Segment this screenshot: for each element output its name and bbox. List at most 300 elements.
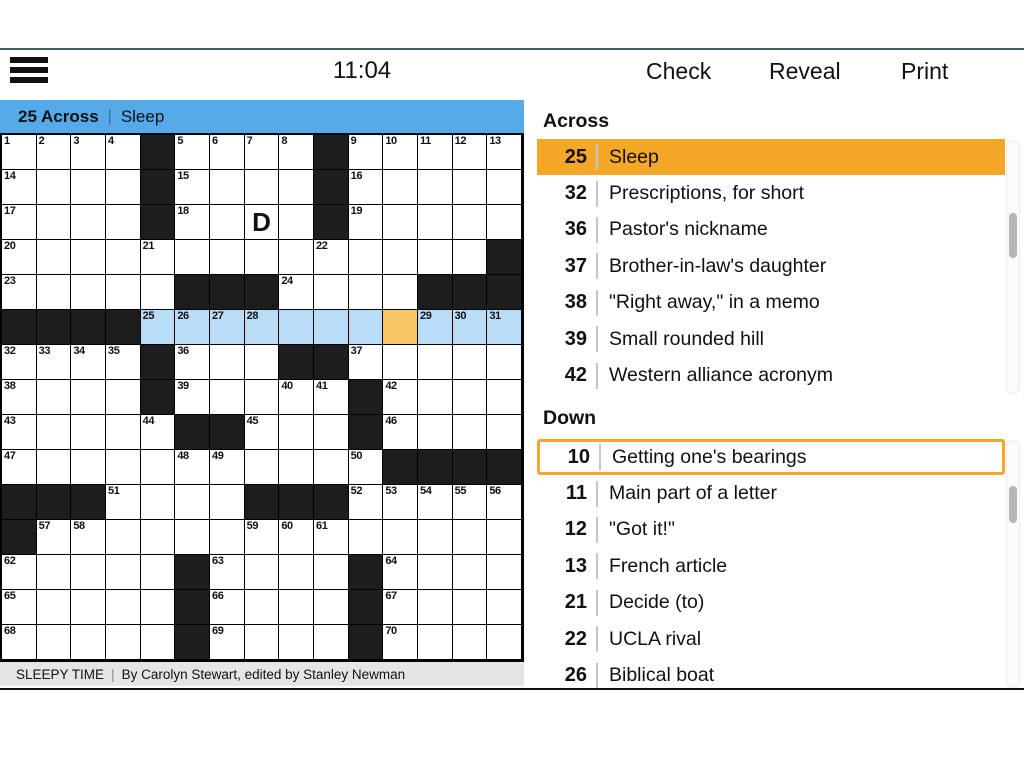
grid-cell-black xyxy=(141,205,176,240)
grid-cell-r10c5[interactable] xyxy=(141,450,176,485)
grid-cell-r12c3[interactable] xyxy=(71,520,106,555)
grid-cell-r9c14[interactable] xyxy=(453,415,488,450)
grid-cell-r5c4[interactable] xyxy=(106,275,141,310)
clue-down-13[interactable] xyxy=(537,548,1005,584)
grid-cell-r15c12[interactable] xyxy=(383,625,418,660)
grid-cell-r13c13[interactable] xyxy=(418,555,453,590)
menu-icon-bar xyxy=(10,67,48,73)
clue-text: "Got it!" xyxy=(609,518,675,541)
grid-cell-r7c7[interactable] xyxy=(210,345,245,380)
grid-cell-r13c4[interactable] xyxy=(106,555,141,590)
cell-number: 45 xyxy=(246,415,259,427)
grid-cell-r8c9[interactable] xyxy=(279,380,314,415)
grid-cell-black xyxy=(279,345,314,380)
cell-number: 7 xyxy=(246,135,253,147)
print-button[interactable]: Print xyxy=(901,58,949,84)
grid-cell-r2c11[interactable] xyxy=(349,170,384,205)
clue-down-11[interactable] xyxy=(537,475,1005,511)
clue-text: Western alliance acronym xyxy=(609,364,833,387)
grid-cell-r7c14[interactable] xyxy=(453,345,488,380)
cell-number: 48 xyxy=(177,450,189,462)
grid-cell-r3c7[interactable] xyxy=(210,205,245,240)
grid-cell-r14c12[interactable] xyxy=(383,590,418,625)
cell-letter: D xyxy=(252,206,271,237)
cell-number: 67 xyxy=(385,590,397,602)
grid-cell-r8c10[interactable] xyxy=(314,380,349,415)
grid-cell-r2c9[interactable] xyxy=(279,170,314,205)
grid-cell-r2c15[interactable] xyxy=(487,170,522,205)
grid-cell-black xyxy=(245,485,280,520)
grid-cell-black xyxy=(141,380,176,415)
grid-cell-r1c11[interactable] xyxy=(349,135,384,170)
grid-cell-r14c8[interactable] xyxy=(245,590,280,625)
grid-cell-r10c1[interactable] xyxy=(2,450,37,485)
clue-across-32[interactable] xyxy=(537,175,1005,211)
grid-cell-r10c6[interactable] xyxy=(175,450,210,485)
clue-down-10[interactable] xyxy=(537,439,1005,475)
grid-cell-r5c5[interactable] xyxy=(141,275,176,310)
grid-cell-r10c7[interactable] xyxy=(210,450,245,485)
grid-cell-r4c3[interactable] xyxy=(71,240,106,275)
grid-cell-r14c10[interactable] xyxy=(314,590,349,625)
cell-number: 55 xyxy=(454,485,467,497)
grid-cell-r7c8[interactable] xyxy=(245,345,280,380)
grid-cell-r9c9[interactable] xyxy=(279,415,314,450)
across-clue-list xyxy=(537,139,1005,394)
grid-cell-r12c15[interactable] xyxy=(487,520,522,555)
grid-cell-r5c9[interactable] xyxy=(279,275,314,310)
grid-cell-r4c1[interactable] xyxy=(2,240,37,275)
grid-cell-r3c6[interactable] xyxy=(175,205,210,240)
grid-cell-black xyxy=(383,450,418,485)
grid-cell-r15c2[interactable] xyxy=(37,625,72,660)
check-button[interactable]: Check xyxy=(646,58,712,84)
grid-cell-r2c8[interactable] xyxy=(245,170,280,205)
grid-cell-r11c14[interactable] xyxy=(453,485,488,520)
cell-number: 16 xyxy=(350,170,363,182)
across-scrollbar-thumb[interactable] xyxy=(1009,213,1017,258)
grid-cell-r4c12[interactable] xyxy=(383,240,418,275)
grid-cell-r9c5[interactable] xyxy=(141,415,176,450)
grid-cell-r8c3[interactable] xyxy=(71,380,106,415)
grid-cell-r1c8[interactable] xyxy=(245,135,280,170)
cell-number: 58 xyxy=(73,520,85,532)
grid-cell-r2c4[interactable] xyxy=(106,170,141,205)
grid-cell-black xyxy=(487,240,522,275)
cell-number: 6 xyxy=(212,135,218,147)
grid-cell-black xyxy=(279,485,314,520)
puzzle-footer xyxy=(0,662,524,686)
clue-number: 39 xyxy=(564,327,587,350)
grid-cell-r1c3[interactable] xyxy=(71,135,106,170)
grid-cell-r6c15[interactable] xyxy=(487,310,522,345)
grid-cell-r9c10[interactable] xyxy=(314,415,349,450)
clue-text: Main part of a letter xyxy=(609,482,777,505)
grid-cell-r5c12[interactable] xyxy=(383,275,418,310)
grid-cell-r15c9[interactable] xyxy=(279,625,314,660)
grid-cell-r12c9[interactable] xyxy=(279,520,314,555)
cell-number: 47 xyxy=(4,450,16,462)
grid-cell-black xyxy=(175,590,210,625)
grid-cell-r12c7[interactable] xyxy=(210,520,245,555)
clue-number: 38 xyxy=(564,291,587,314)
cell-number: 52 xyxy=(350,485,363,497)
cell-number: 25 xyxy=(142,310,155,322)
grid-cell-r3c15[interactable] xyxy=(487,205,522,240)
grid-cell-black xyxy=(349,590,384,625)
grid-cell-r7c1[interactable] xyxy=(2,345,37,380)
clue-across-38[interactable] xyxy=(537,285,1005,321)
cell-number: 70 xyxy=(385,625,397,637)
grid-cell-r14c13[interactable] xyxy=(418,590,453,625)
grid-cell-r14c1[interactable] xyxy=(2,590,37,625)
cell-number: 22 xyxy=(316,240,328,252)
grid-cell-r8c7[interactable] xyxy=(210,380,245,415)
clue-down-12[interactable] xyxy=(537,512,1005,548)
grid-cell-r2c14[interactable] xyxy=(453,170,488,205)
grid-cell-r9c3[interactable] xyxy=(71,415,106,450)
grid-cell-r6c12[interactable] xyxy=(383,310,418,345)
grid-cell-r11c12[interactable] xyxy=(383,485,418,520)
grid-cell-r10c11[interactable] xyxy=(349,450,384,485)
grid-cell-black xyxy=(37,485,72,520)
grid-cell-r15c1[interactable] xyxy=(2,625,37,660)
grid-cell-r6c7[interactable] xyxy=(210,310,245,345)
cell-number: 15 xyxy=(177,170,189,182)
grid-cell-r15c10[interactable] xyxy=(314,625,349,660)
grid-cell-r7c15[interactable] xyxy=(487,345,522,380)
menu-icon[interactable] xyxy=(10,57,48,84)
current-clue-text: Sleep xyxy=(120,106,165,126)
grid-cell-r13c7[interactable] xyxy=(210,555,245,590)
grid-cell-r3c1[interactable] xyxy=(2,205,37,240)
grid-cell-r1c7[interactable] xyxy=(210,135,245,170)
grid-cell-r11c6[interactable] xyxy=(175,485,210,520)
cell-number: 28 xyxy=(246,310,259,322)
across-scrollbar[interactable] xyxy=(1006,140,1020,394)
grid-cell-r12c2[interactable] xyxy=(37,520,72,555)
reveal-button[interactable]: Reveal xyxy=(769,58,841,84)
cell-number: 43 xyxy=(4,415,16,427)
grid-cell-r1c15[interactable] xyxy=(487,135,522,170)
grid-cell-r15c3[interactable] xyxy=(71,625,106,660)
grid-cell-r12c13[interactable] xyxy=(418,520,453,555)
grid-cell-r3c11[interactable] xyxy=(349,205,384,240)
clue-text: Pastor's nickname xyxy=(609,218,768,241)
clue-down-21[interactable] xyxy=(537,585,1005,621)
grid-cell-r6c11[interactable] xyxy=(349,310,384,345)
grid-cell-r4c11[interactable] xyxy=(349,240,384,275)
cell-number: 41 xyxy=(316,380,328,392)
grid-cell-r14c9[interactable] xyxy=(279,590,314,625)
down-scrollbar-thumb[interactable] xyxy=(1009,486,1017,523)
grid-cell-black xyxy=(349,625,384,660)
grid-cell-r15c8[interactable] xyxy=(245,625,280,660)
grid-cell-r7c12[interactable] xyxy=(383,345,418,380)
grid-cell-r6c8[interactable] xyxy=(245,310,280,345)
grid-cell-black xyxy=(37,310,72,345)
grid-cell-r1c1[interactable] xyxy=(2,135,37,170)
grid-cell-r2c2[interactable] xyxy=(37,170,72,205)
grid-cell-r13c1[interactable] xyxy=(2,555,37,590)
grid-cell-r8c8[interactable] xyxy=(245,380,280,415)
grid-cell-r11c15[interactable] xyxy=(487,485,522,520)
cell-number: 23 xyxy=(4,275,16,287)
grid-cell-r12c5[interactable] xyxy=(141,520,176,555)
cell-number: 4 xyxy=(108,135,114,147)
cell-number: 13 xyxy=(489,135,501,147)
grid-cell-r13c3[interactable] xyxy=(71,555,106,590)
grid-cell-r3c12[interactable] xyxy=(383,205,418,240)
grid-cell-r13c14[interactable] xyxy=(453,555,488,590)
cell-number: 31 xyxy=(489,310,501,322)
grid-cell-black xyxy=(245,275,280,310)
grid-cell-r2c12[interactable] xyxy=(383,170,418,205)
grid-cell-r5c3[interactable] xyxy=(71,275,106,310)
grid-cell-r2c6[interactable] xyxy=(175,170,210,205)
grid-cell-r9c1[interactable] xyxy=(2,415,37,450)
grid-cell-r7c3[interactable] xyxy=(71,345,106,380)
grid-cell-r13c15[interactable] xyxy=(487,555,522,590)
cell-number: 12 xyxy=(454,135,467,147)
grid-cell-black xyxy=(314,135,349,170)
grid-cell-r8c1[interactable] xyxy=(2,380,37,415)
grid-cell-black xyxy=(314,170,349,205)
cell-number: 14 xyxy=(4,170,16,182)
grid-cell-r6c9[interactable] xyxy=(279,310,314,345)
grid-cell-black xyxy=(314,485,349,520)
grid-cell-r4c8[interactable] xyxy=(245,240,280,275)
cell-number: 8 xyxy=(281,135,288,147)
grid-cell-r6c13[interactable] xyxy=(418,310,453,345)
clue-text: Prescriptions, for short xyxy=(609,182,805,205)
grid-cell-black xyxy=(349,415,384,450)
cell-number: 17 xyxy=(4,205,16,217)
cell-number: 26 xyxy=(177,310,189,322)
grid-cell-r15c4[interactable] xyxy=(106,625,141,660)
grid-cell-r7c13[interactable] xyxy=(418,345,453,380)
grid-cell-r12c12[interactable] xyxy=(383,520,418,555)
grid-cell-r12c6[interactable] xyxy=(175,520,210,555)
grid-cell-r5c10[interactable] xyxy=(314,275,349,310)
grid-cell-r15c7[interactable] xyxy=(210,625,245,660)
current-clue-bar xyxy=(0,100,524,133)
clue-number: 26 xyxy=(564,664,587,687)
grid-cell-r9c12[interactable] xyxy=(383,415,418,450)
grid-cell-r1c9[interactable] xyxy=(279,135,314,170)
grid-cell-r9c2[interactable] xyxy=(37,415,72,450)
grid-cell-r3c3[interactable] xyxy=(71,205,106,240)
footer-divider: | xyxy=(111,666,115,682)
clue-down-26[interactable] xyxy=(537,657,1005,688)
grid-cell-r9c8[interactable] xyxy=(245,415,280,450)
grid-cell-r15c15[interactable] xyxy=(487,625,522,660)
grid-cell-r12c4[interactable] xyxy=(106,520,141,555)
grid-cell-black xyxy=(314,345,349,380)
clue-across-25[interactable] xyxy=(537,139,1005,175)
cell-number: 46 xyxy=(385,415,397,427)
grid-cell-black xyxy=(2,520,37,555)
cell-number: 62 xyxy=(4,555,16,567)
grid-cell-r6c14[interactable] xyxy=(453,310,488,345)
grid-cell-r14c3[interactable] xyxy=(71,590,106,625)
cell-number: 38 xyxy=(4,380,16,392)
grid-cell-r4c6[interactable] xyxy=(175,240,210,275)
grid-cell-r1c6[interactable] xyxy=(175,135,210,170)
grid-cell-r2c3[interactable] xyxy=(71,170,106,205)
grid-cell-r7c11[interactable] xyxy=(349,345,384,380)
cell-number: 3 xyxy=(73,135,80,147)
grid-cell-r2c7[interactable] xyxy=(210,170,245,205)
grid-cell-r6c5[interactable] xyxy=(141,310,176,345)
grid-cell-r3c9[interactable] xyxy=(279,205,314,240)
grid-cell-r15c13[interactable] xyxy=(418,625,453,660)
grid-cell-r1c12[interactable] xyxy=(383,135,418,170)
grid-cell-r3c2[interactable] xyxy=(37,205,72,240)
grid-cell-black xyxy=(349,555,384,590)
clue-number: 42 xyxy=(564,364,587,387)
across-header: Across xyxy=(543,110,610,132)
grid-cell-r13c10[interactable] xyxy=(314,555,349,590)
grid-cell-r10c2[interactable] xyxy=(37,450,72,485)
grid-cell-r6c10[interactable] xyxy=(314,310,349,345)
grid-cell-r14c5[interactable] xyxy=(141,590,176,625)
down-scrollbar[interactable] xyxy=(1006,440,1020,688)
grid-cell-r4c5[interactable] xyxy=(141,240,176,275)
grid-cell-black xyxy=(2,310,37,345)
grid-cell-r9c15[interactable] xyxy=(487,415,522,450)
grid-cell-r8c15[interactable] xyxy=(487,380,522,415)
grid-cell-r8c13[interactable] xyxy=(418,380,453,415)
grid-cell-r5c11[interactable] xyxy=(349,275,384,310)
grid-cell-black xyxy=(175,415,210,450)
grid-cell-r1c4[interactable] xyxy=(106,135,141,170)
grid-cell-r8c14[interactable] xyxy=(453,380,488,415)
grid-cell-r12c8[interactable] xyxy=(245,520,280,555)
grid-cell-r9c4[interactable] xyxy=(106,415,141,450)
cell-number: 1 xyxy=(4,135,10,147)
grid-cell-black xyxy=(418,450,453,485)
cell-number: 42 xyxy=(385,380,397,392)
grid-cell-r15c5[interactable] xyxy=(141,625,176,660)
grid-cell-r8c2[interactable] xyxy=(37,380,72,415)
cell-number: 10 xyxy=(385,135,397,147)
grid-cell-r11c7[interactable] xyxy=(210,485,245,520)
grid-cell-r11c5[interactable] xyxy=(141,485,176,520)
grid-cell-r12c14[interactable] xyxy=(453,520,488,555)
grid-cell-r1c2[interactable] xyxy=(37,135,72,170)
grid-cell-r14c15[interactable] xyxy=(487,590,522,625)
grid-cell-r11c4[interactable] xyxy=(106,485,141,520)
grid-cell-r12c10[interactable] xyxy=(314,520,349,555)
clue-across-36[interactable] xyxy=(537,212,1005,248)
grid-cell-r2c1[interactable] xyxy=(2,170,37,205)
grid-cell-r13c9[interactable] xyxy=(279,555,314,590)
grid-cell-black xyxy=(141,135,176,170)
grid-cell-r13c8[interactable] xyxy=(245,555,280,590)
cell-number: 2 xyxy=(38,135,45,147)
grid-cell-r4c7[interactable] xyxy=(210,240,245,275)
grid-cell-r14c2[interactable] xyxy=(37,590,72,625)
clue-down-22[interactable] xyxy=(537,621,1005,657)
grid-cell-r1c14[interactable] xyxy=(453,135,488,170)
grid-cell-r10c3[interactable] xyxy=(71,450,106,485)
grid-cell-r5c2[interactable] xyxy=(37,275,72,310)
grid-cell-r4c10[interactable] xyxy=(314,240,349,275)
grid-cell-r13c5[interactable] xyxy=(141,555,176,590)
grid-cell-r4c4[interactable] xyxy=(106,240,141,275)
grid-cell-r10c8[interactable] xyxy=(245,450,280,485)
grid-cell-r1c13[interactable] xyxy=(418,135,453,170)
grid-cell-black xyxy=(453,275,488,310)
clue-number: 12 xyxy=(564,518,587,541)
clue-text: Decide (to) xyxy=(609,591,705,614)
grid-cell-r8c12[interactable] xyxy=(383,380,418,415)
grid-cell-r4c14[interactable] xyxy=(453,240,488,275)
grid-cell-r14c14[interactable] xyxy=(453,590,488,625)
top-divider-line xyxy=(0,48,1024,50)
grid-cell-r13c2[interactable] xyxy=(37,555,72,590)
clue-across-39[interactable] xyxy=(537,321,1005,357)
clue-text: UCLA rival xyxy=(609,627,702,650)
menu-icon-bar xyxy=(10,57,48,63)
grid-cell-r4c13[interactable] xyxy=(418,240,453,275)
grid-cell-black xyxy=(487,450,522,485)
menu-icon-bar xyxy=(10,77,48,83)
grid-cell-r11c13[interactable] xyxy=(418,485,453,520)
clue-across-37[interactable] xyxy=(537,248,1005,284)
cell-number: 29 xyxy=(420,310,432,322)
grid-cell-black xyxy=(106,310,141,345)
grid-cell-r7c6[interactable] xyxy=(175,345,210,380)
cell-number: 44 xyxy=(142,415,155,427)
clue-number: 13 xyxy=(564,554,587,577)
grid-cell-r7c4[interactable] xyxy=(106,345,141,380)
grid-cell-r14c4[interactable] xyxy=(106,590,141,625)
clue-across-42[interactable] xyxy=(537,357,1005,393)
grid-cell-r14c7[interactable] xyxy=(210,590,245,625)
clue-text: Brother-in-law's daughter xyxy=(609,254,827,277)
grid-cell-r3c14[interactable] xyxy=(453,205,488,240)
clue-text: Biblical boat xyxy=(609,664,715,687)
grid-cell-black xyxy=(141,170,176,205)
grid-cell-r4c9[interactable] xyxy=(279,240,314,275)
grid-cell-r9c13[interactable] xyxy=(418,415,453,450)
grid-cell-r12c11[interactable] xyxy=(349,520,384,555)
cell-number: 65 xyxy=(4,590,16,602)
clue-number: 22 xyxy=(564,627,587,650)
cell-number: 49 xyxy=(212,450,224,462)
grid-cell-r15c14[interactable] xyxy=(453,625,488,660)
grid-cell-r5c1[interactable] xyxy=(2,275,37,310)
grid-cell-r6c6[interactable] xyxy=(175,310,210,345)
grid-cell-r13c12[interactable] xyxy=(383,555,418,590)
grid-cell-r3c13[interactable] xyxy=(418,205,453,240)
grid-cell-r2c13[interactable] xyxy=(418,170,453,205)
grid-cell-r8c6[interactable] xyxy=(175,380,210,415)
grid-cell-r10c4[interactable] xyxy=(106,450,141,485)
grid-cell-r3c8[interactable] xyxy=(245,205,280,240)
grid-cell-black xyxy=(2,485,37,520)
grid-cell-r3c4[interactable] xyxy=(106,205,141,240)
grid-cell-r10c10[interactable] xyxy=(314,450,349,485)
grid-cell-r7c2[interactable] xyxy=(37,345,72,380)
grid-cell-r4c2[interactable] xyxy=(37,240,72,275)
clue-text: "Right away," in a memo xyxy=(609,291,820,314)
grid-cell-r10c9[interactable] xyxy=(279,450,314,485)
grid-cell-r8c4[interactable] xyxy=(106,380,141,415)
grid-cell-r11c11[interactable] xyxy=(349,485,384,520)
